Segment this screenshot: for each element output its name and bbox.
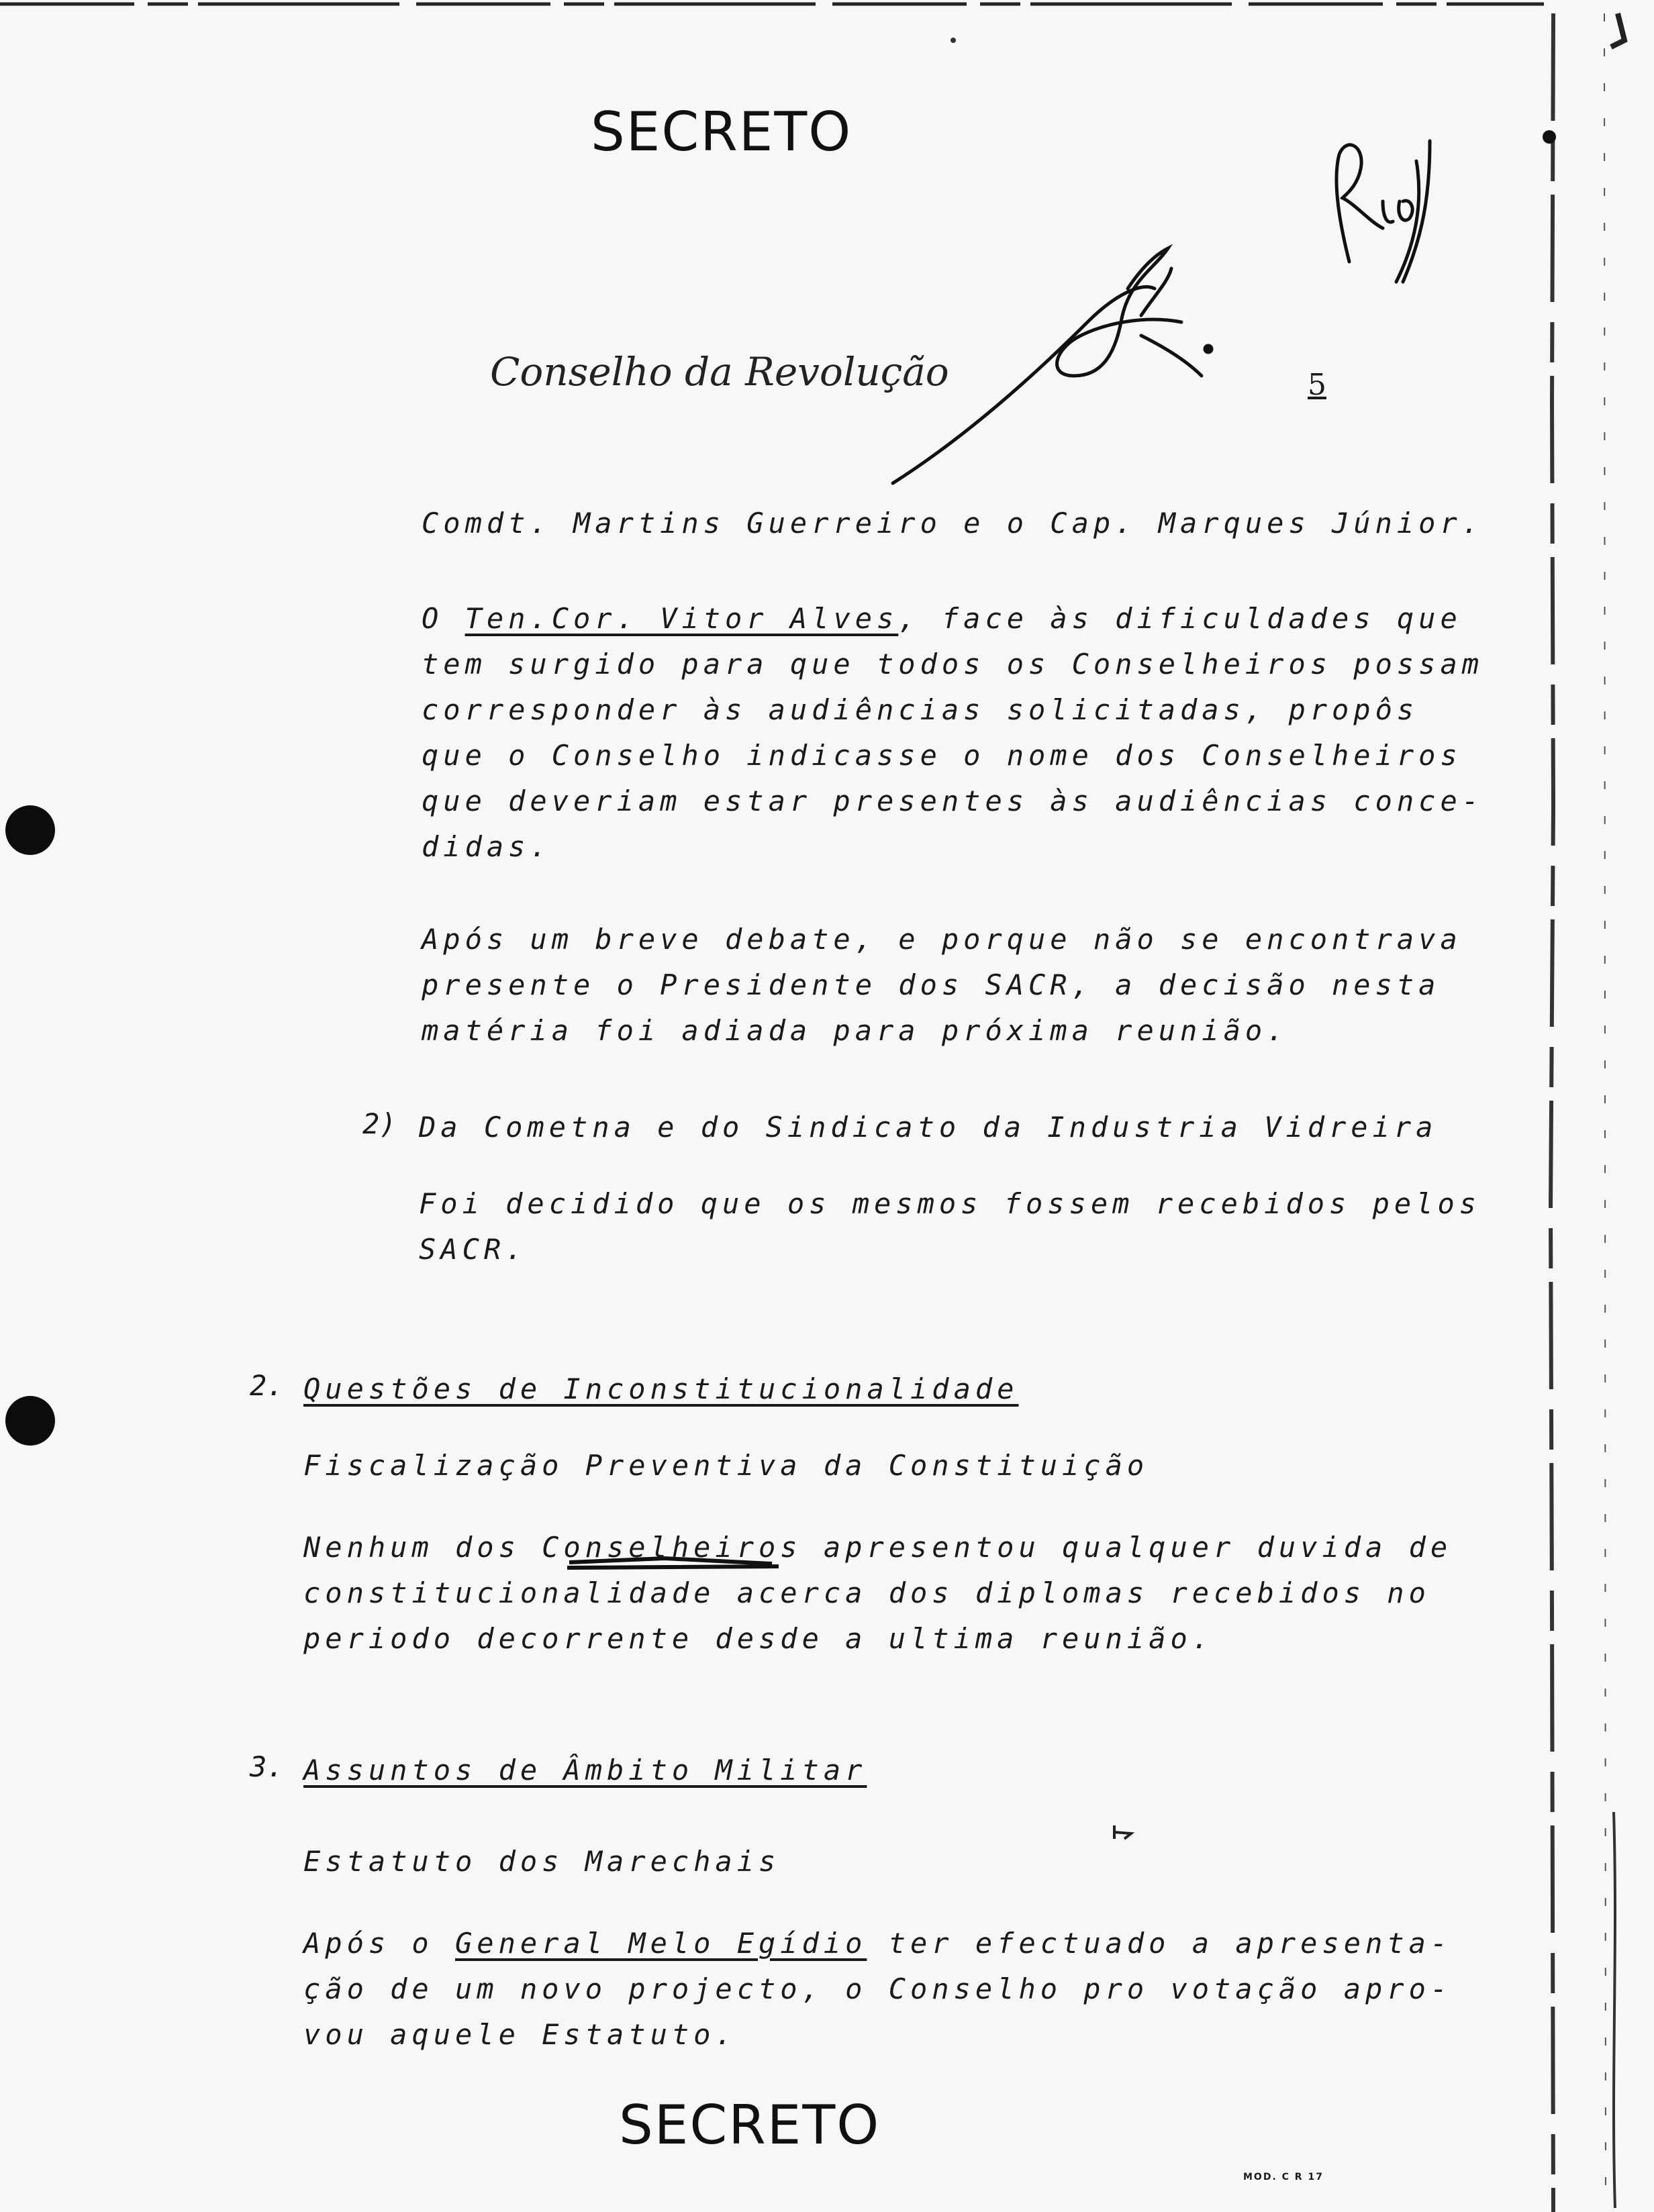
paragraph-constitucionalidade	[303, 1525, 1452, 1662]
section-title: Questões de Inconstitucionalidade	[303, 1372, 1019, 1405]
paragraph-line: O Ten.Cor. Vitor Alves, face às dificuldades que	[422, 602, 1462, 635]
form-code: MOD. C R 17	[1243, 2172, 1324, 2182]
secret-stamp-bottom: SECRETO	[619, 2094, 881, 2156]
page-number: 5	[1308, 368, 1326, 402]
paragraph-cometna	[419, 1181, 1481, 1272]
section-number: 3.	[250, 1750, 284, 1783]
paragraph-ten-cor	[422, 596, 1483, 870]
paragraph-line: presente o Presidente dos SACR, a decisão nesta	[422, 968, 1441, 1001]
paragraph-line: tem surgido para que todos os Conselheiros possam	[422, 648, 1484, 681]
paragraph-line: periodo decorrente desde a ultima reunião.	[303, 1622, 1214, 1655]
paragraph-line: Comdt. Martins Guerreiro e o Cap. Marques Júnior.	[422, 507, 1484, 540]
underlined-name: General Melo Egídio	[455, 1927, 867, 1960]
punch-hole	[5, 805, 55, 855]
section-subtitle: Fiscalização Preventiva da Constituição	[303, 1449, 1149, 1482]
punch-hole	[5, 1396, 55, 1446]
paragraph-line: constitucionalidade acerca dos diplomas recebidos no	[303, 1576, 1430, 1609]
item-title: Da Cometna e do Sindicato da Industria Vidreira	[419, 1111, 1438, 1144]
paragraph-line: Foi decidido que os mesmos fossem recebidos pelos	[419, 1187, 1481, 1220]
paragraph-line: Nenhum dos Conselheiros apresentou qualquer duvida de	[303, 1531, 1453, 1564]
secret-stamp-top: SECRETO	[591, 101, 853, 163]
paragraph-line: corresponder às audiências solicitadas, propôs	[422, 693, 1419, 726]
paragraph-line: SACR.	[419, 1233, 528, 1266]
paragraph-line: que o Conselho indicasse o nome dos Conselheiros	[422, 739, 1462, 772]
item-number: 2)	[362, 1107, 397, 1140]
paragraph-line: Após o General Melo Egídio ter efectuado a apresenta-	[303, 1927, 1453, 1960]
paragraph-line: que deveriam estar presentes às audiências conce-	[422, 785, 1484, 817]
paragraph-line: vou aquele Estatuto.	[303, 2018, 737, 2051]
handwritten-initials	[1336, 141, 1430, 282]
paragraph-line: didas.	[422, 830, 552, 863]
paragraph-line: matéria foi adiada para próxima reunião.	[422, 1014, 1289, 1047]
section-title: Assuntos de Âmbito Militar	[303, 1754, 867, 1787]
paragraph-estatuto	[303, 1921, 1452, 2058]
paragraph-debate	[422, 917, 1462, 1054]
underlined-name: Ten.Cor. Vitor Alves	[465, 602, 899, 635]
paragraph-line: ção de um novo projecto, o Conselho pro votação apro-	[303, 1972, 1453, 2005]
paragraph-line: Após um breve debate, e porque não se encontrava	[422, 923, 1462, 956]
letterhead: Conselho da Revolução	[490, 349, 949, 395]
section-number: 2.	[250, 1369, 284, 1402]
section-subtitle: Estatuto dos Marechais	[303, 1845, 781, 1878]
